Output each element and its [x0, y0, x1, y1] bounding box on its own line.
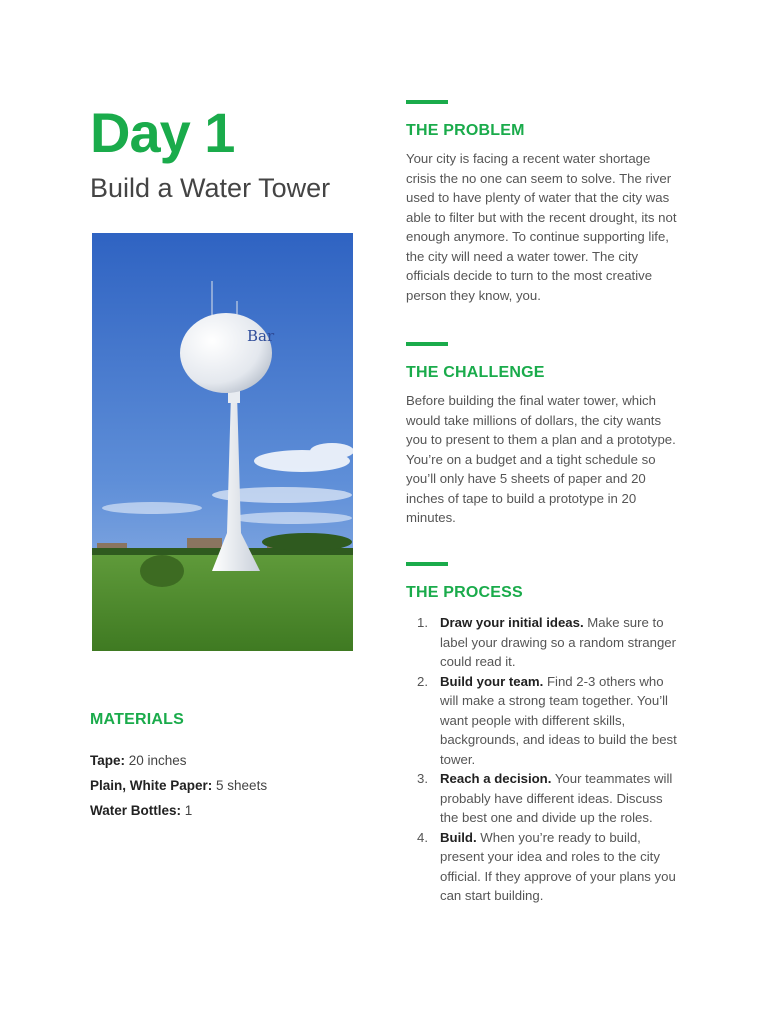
materials-item-value: 1 [181, 803, 193, 818]
problem-body: Your city is facing a recent water shortage crisis the no one can seem to solve. The river used to have plenty of water that the city was able to filter but with the recent drought, its not enough anymore. To continue supporting life, the city will need a water tower. The city officials decide to turn to the most creative person they know, you. [406, 151, 677, 303]
step-number: 4. [417, 829, 428, 845]
process-step [406, 769, 681, 828]
accent-bar [406, 562, 448, 566]
materials-item [90, 773, 370, 798]
step-title: Draw your initial ideas. [440, 615, 584, 630]
page-title: Day 1 [90, 101, 235, 164]
accent-bar [406, 100, 448, 104]
problem-section [406, 100, 681, 305]
materials-heading: MATERIALS [90, 711, 184, 728]
materials-list [90, 748, 370, 823]
step-number: 2. [417, 673, 428, 689]
step-text: Make sure to label your drawing so a random stranger could read it. [440, 615, 677, 669]
step-number: 3. [417, 771, 428, 786]
materials-item-label: Plain, White Paper: [90, 778, 213, 793]
materials-item-label: Tape: [90, 753, 126, 768]
step-number: 1. [417, 615, 428, 630]
challenge-body: Before building the final water tower, which would take millions of dollars, the city wants you to present to them a plan and a prototype. You’re on a budget and a tight schedule so you’ll only have 5 sheets of paper and 20 inches of tape to build a prototype in 20 minutes. [406, 393, 676, 525]
materials-item-label: Water Bottles: [90, 803, 182, 818]
process-step [406, 613, 681, 672]
materials-item-value: 20 inches [125, 753, 187, 768]
page-subtitle: Build a Water Tower [90, 173, 331, 203]
step-text: Your teammates will probably have different ideas. Discuss the best one and divide up the roles. [440, 771, 673, 825]
materials-section [90, 708, 370, 823]
accent-bar [406, 342, 448, 346]
process-step [406, 828, 681, 906]
problem-heading: THE PROBLEM [406, 122, 525, 139]
process-section [406, 562, 681, 906]
materials-item [90, 798, 370, 823]
water-tower-photo [92, 233, 353, 651]
process-heading: THE PROCESS [406, 584, 523, 601]
challenge-heading: THE CHALLENGE [406, 364, 545, 381]
materials-item-value: 5 sheets [212, 778, 268, 793]
process-steps [406, 613, 681, 906]
tower-lettering: Bar [247, 327, 275, 345]
process-step [406, 672, 681, 770]
step-text: Find 2-3 others who will make a strong team together. You’ll want people with different skills, backgrounds, and ideas to build the best tower. [440, 673, 677, 767]
step-title: Reach a decision. [440, 771, 552, 786]
challenge-section [406, 342, 681, 528]
step-title: Build your team. [440, 673, 544, 689]
step-text: When you’re ready to build, present your idea and roles to the city official. If they approve of your plans you can start building. [440, 829, 676, 903]
materials-item [90, 748, 370, 773]
step-title: Build. [440, 829, 477, 845]
